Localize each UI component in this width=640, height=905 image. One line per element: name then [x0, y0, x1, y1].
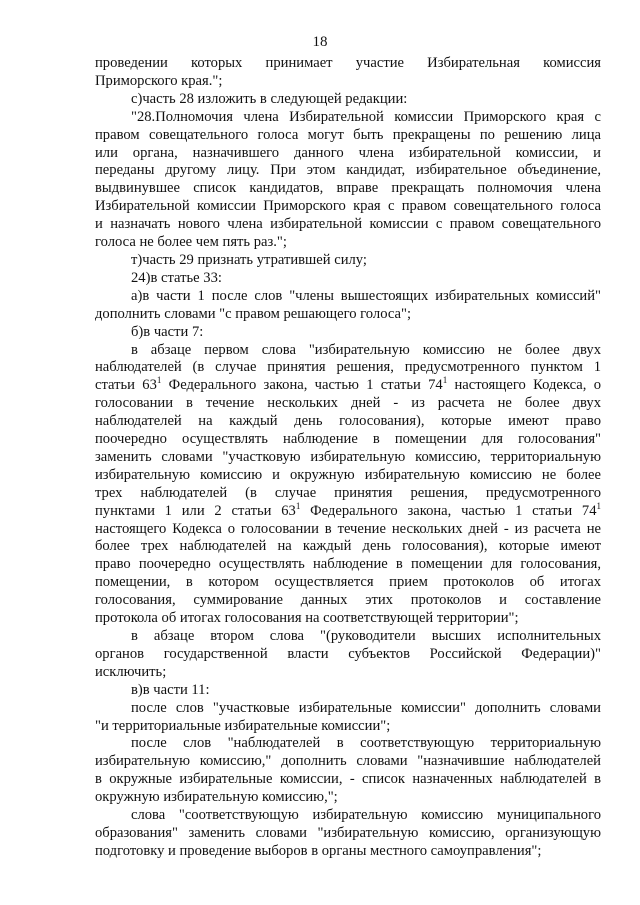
paragraph [95, 342, 601, 629]
text-line: переданы другому лицу. При этом кандидат, избирательное объединение, [95, 162, 601, 179]
text-line: протокола об итогах голосования на соответствующей территории"; [95, 610, 519, 627]
text-line: правом совещательного голоса могут быть прекращены по решению лица [95, 126, 601, 143]
text-line: с)часть 28 изложить в следующей редакции: [131, 90, 408, 107]
text-line: в окружные избирательные комиссии, - список назначенных наблюдателей в [95, 771, 601, 788]
text-line: подготовку и проведение выборов в органы местного самоуправления"; [95, 842, 542, 859]
paragraph [95, 807, 601, 861]
text-line: более трех наблюдателей на каждый день голосования), которые имеют [95, 538, 601, 555]
paragraph [95, 55, 601, 91]
page-number: 18 [312, 34, 328, 50]
text-line: право поочередно осуществлять наблюдение в помещении для голосования, [95, 556, 601, 573]
text-line: наблюдателей (в случае принятия решения, предусмотренного пунктом 1 [95, 359, 601, 376]
text-line: исключить; [95, 663, 167, 680]
paragraph [95, 628, 601, 682]
text-line: статьи $63^1$ Федерального закона, частью 1 статьи $74^1$ настоящего Кодекса, о [95, 375, 601, 394]
document-body [95, 55, 601, 861]
paragraph [95, 91, 601, 109]
paragraph [95, 288, 601, 324]
text-line: "28.Полномочия члена Избирательной комиссии Приморского края с [131, 108, 601, 125]
text-line: выдвинувшее список кандидатов, вправе прекращать полномочия члена [95, 180, 601, 197]
text-line: заменить словами "участковую избирательную комиссию, территориальную [95, 448, 601, 465]
text-line: трех наблюдателей (в случае принятия решения, предусмотренного [95, 484, 601, 501]
text-line: пунктами 1 или 2 статьи $63^1$ Федерального закона, частью 1 статьи $74^1$ [95, 500, 601, 519]
text-line: после слов "наблюдателей в соответствующую территориальную [131, 735, 601, 752]
text-line: Избирательной комиссии Приморского края с правом совещательного голоса [95, 198, 601, 215]
text-line: помещении, в котором осуществляется прием протоколов об итогах [95, 574, 601, 591]
text-line: голосования, суммирование данных этих протоколов и составление [95, 592, 601, 609]
text-line: дополнить словами "с правом решающего голоса"; [95, 305, 411, 322]
text-line: а)в части 1 после слов "члены вышестоящих избирательных комиссий" [131, 287, 601, 304]
paragraph [95, 109, 601, 252]
text-line: голосовании в течение нескольких дней - из расчета не более двух [95, 395, 601, 412]
text-line: в абзаце первом слова "избирательную комиссию не более двух [131, 341, 601, 358]
text-line: поочередно осуществлять наблюдение в помещении для голосования" [95, 431, 601, 448]
paragraph [95, 252, 601, 270]
text-line: или органа, назначившего данного члена избирательной комиссии, и [95, 144, 601, 161]
text-line: образования" заменить словами "избирательную комиссию, организующую [95, 824, 601, 841]
text-line: в)в части 11: [131, 681, 210, 698]
text-line: после слов "участковые избирательные комиссии" дополнить словами [131, 699, 601, 716]
text-line: б)в части 7: [131, 323, 204, 340]
text-line: т)часть 29 признать утратившей силу; [131, 251, 367, 268]
text-line: слова "соответствующую избирательную комиссию муниципального [131, 807, 601, 824]
text-line: окружную избирательную комиссию,"; [95, 789, 338, 806]
text-line: избирательную комиссию," дополнить словами "назначившие наблюдателей [95, 753, 601, 770]
text-line: 24)в статье 33: [131, 269, 222, 286]
paragraph [95, 682, 601, 700]
text-line: в абзаце втором слова "(руководители высших исполнительных [131, 628, 601, 644]
text-line: настоящего Кодекса о голосовании в течение нескольких дней - из расчета не [95, 520, 601, 537]
text-line: проведении которых принимает участие Избирательная комиссия [95, 55, 601, 71]
paragraph [95, 700, 601, 736]
paragraph [95, 735, 601, 807]
text-line: органов государственной власти субъектов Российской Федерации)" [95, 645, 601, 662]
text-line: и назначать нового члена избирательной комиссии с правом совещательного [95, 216, 601, 233]
text-line: наблюдателей на каждый день голосования), которые имеют право [95, 413, 601, 430]
text-line: избирательную комиссию и окружную избирательную комиссию не более [95, 466, 601, 483]
text-line: Приморского края."; [95, 72, 223, 89]
text-line: голоса не более чем пять раз."; [95, 234, 287, 251]
paragraph [95, 270, 601, 288]
text-line: "и территориальные избирательные комиссии"; [95, 717, 391, 734]
paragraph [95, 324, 601, 342]
